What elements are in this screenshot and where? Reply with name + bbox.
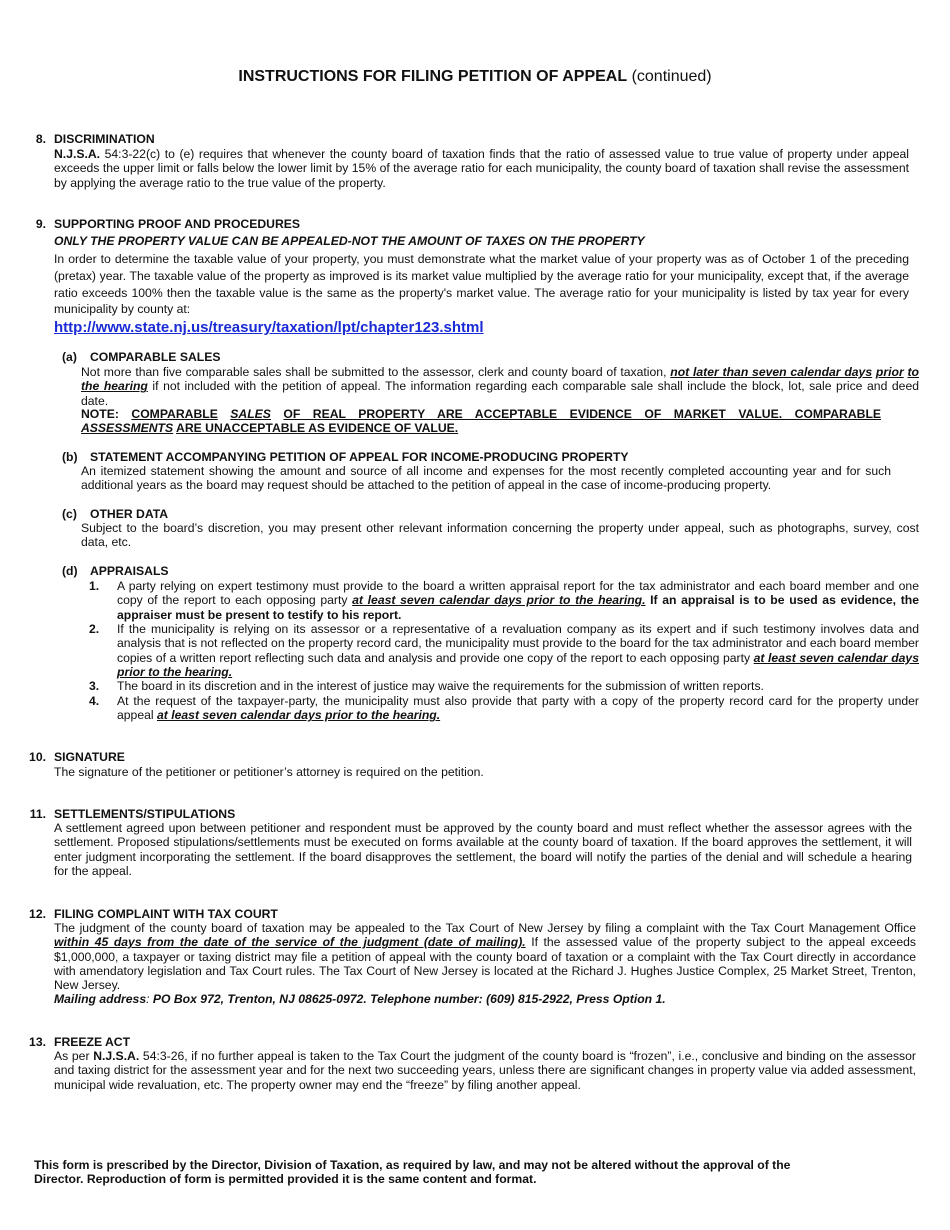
section-8-text: 54:3-22(c) to (e) requires that whenever the county board of taxation finds that the ratio of assessed value to true value of property under appeal exceeds the upper limit or falls below the lower limit by 15% of the average ratio for each municipality, the county board of taxation shall revise the assessment by applying the average ratio to the true value of the property. xyxy=(54,147,909,190)
appraisal-item-2-text-2: at least seven calendar days prior to the hearing. xyxy=(117,650,919,679)
section-11-number: 11. xyxy=(29,807,46,821)
section-13-body xyxy=(54,1049,916,1092)
section-9b-body: An itemized statement showing the amount and source of all income and expenses for the most recently completed accounting year and for such additional years as the board may request should be attached to the petition of appeal in the case of income-producing property. xyxy=(81,464,891,493)
mailing-address xyxy=(54,992,916,1006)
section-9b-letter: (b) xyxy=(62,450,78,464)
appraisal-item-2-number: 2. xyxy=(89,622,100,636)
section-9b-heading: STATEMENT ACCOMPANYING PETITION OF APPEAL FOR INCOME-PRODUCING PROPERTY xyxy=(90,450,629,464)
page-title xyxy=(0,67,950,87)
section-12-number: 12. xyxy=(29,907,46,921)
footer-line-2: Director. Reproduction of form is permitted provided it is the same content and format. xyxy=(34,1172,537,1186)
section-13-text-2: 54:3-26, if no further appeal is taken to the Tax Court the judgment of the county board is “frozen”, i.e., conclusive and binding on the assessor and taxing district for the assessment year and for the next two succeeding years, unless there are significant changes in property value via added assessment, municipal wide revaluation, etc. The property owner may end the “freeze” by filing another appeal. xyxy=(54,1049,916,1092)
appraisal-item-4-text-2: at least seven calendar days prior to the hearing. xyxy=(157,708,441,723)
title-suffix: (continued) xyxy=(631,68,712,85)
appraisal-item-1 xyxy=(117,579,919,622)
section-9-body: In order to determine the taxable value of your property, you must demonstrate what the market value of your property was as of October 1 of the preceding (pretax) year. The taxable value of the property as improved is its market value multiplied by the average ratio for your municipality, except that, if the average ratio exceeds 100% then the taxable value is the same as the property's market value. The average ratio for your municipality is listed by tax year for every municipality by county at: xyxy=(54,252,909,317)
section-8-heading: DISCRIMINATION xyxy=(54,132,155,146)
appraisal-item-3: The board in its discretion and in the interest of justice may waive the requirements for the submission of written reports. xyxy=(117,679,764,693)
appraisal-item-1-text-2: at least seven calendar days prior to the hearing. xyxy=(352,593,646,608)
appraisal-item-1-text-1: A party relying on expert testimony must provide to the board a written appraisal report for the tax administrator and each board member and one copy of the report to each opposing party xyxy=(117,579,919,608)
section-12-body xyxy=(54,921,916,992)
section-9c-letter: (c) xyxy=(62,507,77,521)
section-9c-body: Subject to the board’s discretion, you may present other relevant information concerning the property under appeal, such as photographs, survey, cost data, etc. xyxy=(81,521,919,550)
section-11-heading: SETTLEMENTS/STIPULATIONS xyxy=(54,807,236,821)
appraisal-item-4 xyxy=(117,694,919,723)
ratio-link[interactable]: http://www.state.nj.us/treasury/taxation/lpt/chapter123.shtml xyxy=(54,319,484,336)
section-9a-text-5: if not included with the petition of appeal. The information regarding each comparable sale shall include the block, lot, sale price and deed date. xyxy=(81,379,920,408)
section-9a-note-4: OF REAL PROPERTY ARE ACCEPTABLE EVIDENCE OF MARKET VALUE. COMPARABLE xyxy=(283,407,882,421)
appraisal-item-4-number: 4. xyxy=(89,694,100,708)
section-9a-text-1: Not more than five comparable sales shall be submitted to the assessor, clerk and county board of taxation, xyxy=(81,365,667,379)
section-9a-note-3: SALES xyxy=(230,407,271,421)
section-10-heading: SIGNATURE xyxy=(54,750,125,764)
section-9a-note-5: ASSESSMENTS xyxy=(81,421,174,435)
appraisal-item-2-text-1: If the municipality is relying on its assessor or a representative of a revaluation company as its expert and if such testimony involves data and analysis that is not reflected on the property record card, the municipality must provide to the board for the tax administrator and each board member copies of a written report reflecting such data and analysis and provide one copy of the report to each opposing party xyxy=(117,622,919,665)
footer-line-1: This form is prescribed by the Director, Division of Taxation, as required by law, and may not be altered without the approval of the xyxy=(34,1158,791,1172)
section-10-number: 10. xyxy=(29,750,46,764)
appraisal-item-3-number: 3. xyxy=(89,679,100,693)
section-9-number: 9. xyxy=(35,217,46,231)
section-9a-body xyxy=(81,365,919,408)
section-9a-heading: COMPARABLE SALES xyxy=(90,350,221,364)
section-9-heading: SUPPORTING PROOF AND PROCEDURES xyxy=(54,217,301,231)
section-12-heading: FILING COMPLAINT WITH TAX COURT xyxy=(54,907,278,921)
section-9a-letter: (a) xyxy=(62,350,77,364)
appraisal-item-1-text-3: If an appraisal is to be used as evidence, the appraiser must be present to testify to his report. xyxy=(117,593,920,622)
section-8-number: 8. xyxy=(35,132,46,146)
section-13-number: 13. xyxy=(29,1035,46,1049)
section-9a-note-2: COMPARABLE xyxy=(131,407,218,421)
section-9a-text-2: not later than seven calendar days xyxy=(670,365,873,379)
section-9a-note-cont xyxy=(81,421,458,435)
section-13-text-1: As per xyxy=(54,1049,90,1063)
section-9a-note xyxy=(81,407,881,421)
section-13-heading: FREEZE ACT xyxy=(54,1035,131,1049)
mailing-address-text: PO Box 972, Trenton, NJ 08625-0972. Telephone number: (609) 815-2922, Press Option 1. xyxy=(152,992,666,1006)
section-11-body: A settlement agreed upon between petitioner and respondent must be approved by the county board and must reflect whether the assessor agrees with the settlement. Proposed stipulations/settlements must be executed on forms available at the county board of taxation. If the board approves the settlement, it will enter judgment incorporating the settlement. If the board disapproves the settlement, the board will notify the parties of the denial and will schedule a hearing for the appeal. xyxy=(54,821,912,878)
section-13-ref: N.J.S.A. xyxy=(93,1049,140,1063)
section-12-text-1: The judgment of the county board of taxation may be appealed to the Tax Court of New Jersey by filing a complaint with the Tax Court Management Office xyxy=(54,921,916,935)
section-8-ref: N.J.S.A. xyxy=(54,147,101,161)
section-10-body: The signature of the petitioner or petitioner’s attorney is required on the petition. xyxy=(54,765,484,779)
section-9c-heading: OTHER DATA xyxy=(90,507,169,521)
section-9a-note-1: NOTE: xyxy=(81,407,119,421)
section-9a-text-3: prior xyxy=(875,365,904,379)
mailing-address-sep: : xyxy=(146,992,150,1006)
appraisal-item-4-text-1: At the request of the taxpayer-party, the municipality must also provide that party with a copy of the property record card for the property under appeal xyxy=(117,694,919,723)
section-8-body xyxy=(54,147,909,190)
section-9d-heading: APPRAISALS xyxy=(90,564,169,578)
section-9d-letter: (d) xyxy=(62,564,78,578)
appraisal-item-1-number: 1. xyxy=(89,579,100,593)
section-12-text-3: If the assessed value of the property subject to the appeal exceeds $1,000,000, a taxpayer or taxing district may file a petition of appeal with the county board of taxation or a complaint with the Tax Court directly in accordance with amendatory legislation and Tax Court rules. The Tax Court of New Jersey is located at the Richard J. Hughes Justice Complex, 25 Market Street, Trenton, New Jersey. xyxy=(54,935,916,993)
section-12-text-2: within 45 days from the date of the service of the judgment (date of mailing). xyxy=(54,935,526,950)
mailing-address-label: Mailing address xyxy=(54,992,147,1006)
section-9-subheading: ONLY THE PROPERTY VALUE CAN BE APPEALED-NOT THE AMOUNT OF TAXES ON THE PROPERTY xyxy=(54,234,645,248)
title-main: INSTRUCTIONS FOR FILING PETITION OF APPEAL xyxy=(238,68,628,85)
section-9a-note-6: ARE UNACCEPTABLE AS EVIDENCE OF VALUE. xyxy=(176,421,459,435)
appraisal-item-2 xyxy=(117,622,919,679)
section-9a-text-4: to the hearing xyxy=(81,365,919,394)
